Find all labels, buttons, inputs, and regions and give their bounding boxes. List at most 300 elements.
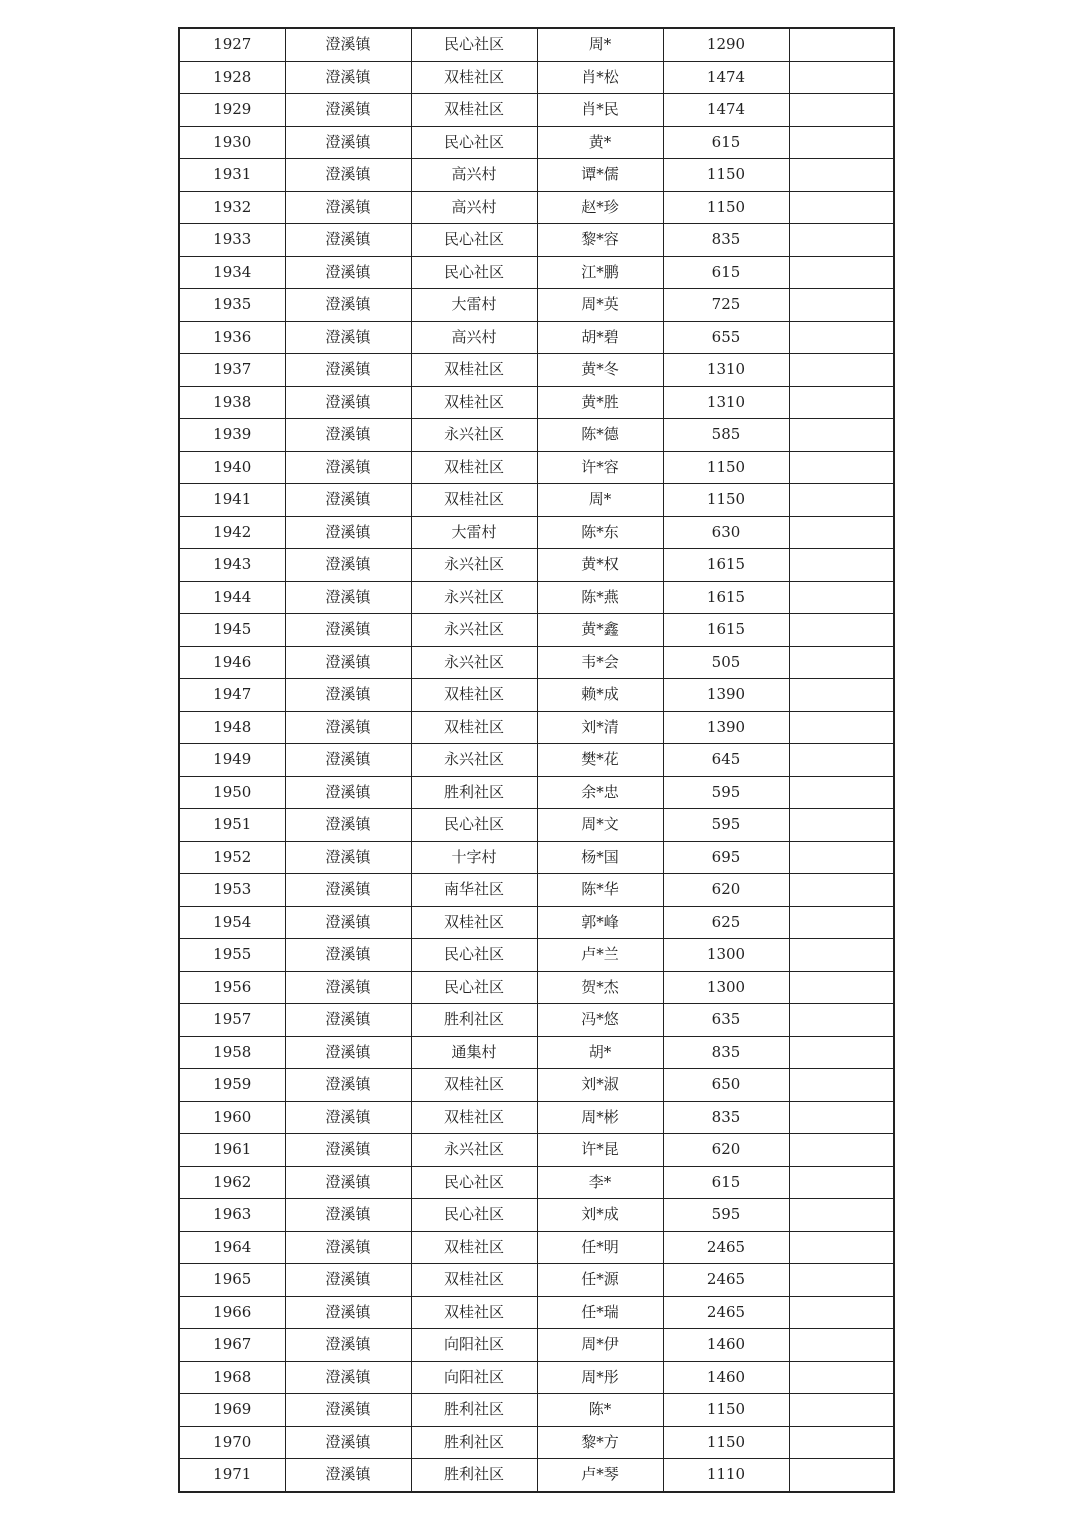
cell-town: 澄溪镇 xyxy=(285,1361,411,1394)
cell-note xyxy=(789,484,894,517)
table-row xyxy=(179,1199,894,1232)
cell-amount: 1615 xyxy=(663,581,789,614)
cell-community: 高兴村 xyxy=(411,159,537,192)
cell-community: 民心社区 xyxy=(411,1166,537,1199)
cell-number: 1930 xyxy=(179,126,285,159)
cell-name: 周*文 xyxy=(537,809,663,842)
cell-town: 澄溪镇 xyxy=(285,1036,411,1069)
table-row xyxy=(179,1361,894,1394)
table-row xyxy=(179,289,894,322)
cell-community: 民心社区 xyxy=(411,224,537,257)
cell-community: 南华社区 xyxy=(411,874,537,907)
table-row xyxy=(179,614,894,647)
cell-number: 1929 xyxy=(179,94,285,127)
cell-community: 胜利社区 xyxy=(411,1459,537,1492)
cell-amount: 1150 xyxy=(663,159,789,192)
cell-town: 澄溪镇 xyxy=(285,61,411,94)
cell-amount: 615 xyxy=(663,1166,789,1199)
cell-number: 1936 xyxy=(179,321,285,354)
cell-number: 1957 xyxy=(179,1004,285,1037)
cell-town: 澄溪镇 xyxy=(285,1459,411,1492)
cell-amount: 645 xyxy=(663,744,789,777)
cell-number: 1943 xyxy=(179,549,285,582)
cell-amount: 1290 xyxy=(663,28,789,61)
table-row xyxy=(179,516,894,549)
cell-amount: 1150 xyxy=(663,1394,789,1427)
cell-amount: 1150 xyxy=(663,451,789,484)
cell-community: 永兴社区 xyxy=(411,549,537,582)
cell-note xyxy=(789,776,894,809)
cell-town: 澄溪镇 xyxy=(285,776,411,809)
cell-name: 卢*琴 xyxy=(537,1459,663,1492)
cell-note xyxy=(789,906,894,939)
cell-name: 陈*燕 xyxy=(537,581,663,614)
cell-town: 澄溪镇 xyxy=(285,191,411,224)
cell-name: 任*明 xyxy=(537,1231,663,1264)
cell-number: 1950 xyxy=(179,776,285,809)
cell-number: 1952 xyxy=(179,841,285,874)
cell-note xyxy=(789,679,894,712)
cell-amount: 595 xyxy=(663,809,789,842)
cell-town: 澄溪镇 xyxy=(285,1004,411,1037)
cell-name: 谭*儒 xyxy=(537,159,663,192)
cell-community: 双桂社区 xyxy=(411,94,537,127)
cell-name: 樊*花 xyxy=(537,744,663,777)
cell-number: 1962 xyxy=(179,1166,285,1199)
cell-number: 1967 xyxy=(179,1329,285,1362)
cell-town: 澄溪镇 xyxy=(285,516,411,549)
cell-name: 陈*德 xyxy=(537,419,663,452)
table-row xyxy=(179,354,894,387)
cell-name: 黄*冬 xyxy=(537,354,663,387)
cell-community: 永兴社区 xyxy=(411,646,537,679)
cell-community: 永兴社区 xyxy=(411,581,537,614)
cell-note xyxy=(789,191,894,224)
cell-amount: 595 xyxy=(663,776,789,809)
cell-town: 澄溪镇 xyxy=(285,939,411,972)
cell-town: 澄溪镇 xyxy=(285,1329,411,1362)
cell-number: 1954 xyxy=(179,906,285,939)
cell-amount: 505 xyxy=(663,646,789,679)
cell-note xyxy=(789,1069,894,1102)
table-row xyxy=(179,386,894,419)
cell-town: 澄溪镇 xyxy=(285,224,411,257)
cell-town: 澄溪镇 xyxy=(285,1166,411,1199)
cell-town: 澄溪镇 xyxy=(285,159,411,192)
cell-town: 澄溪镇 xyxy=(285,809,411,842)
cell-amount: 1615 xyxy=(663,614,789,647)
cell-amount: 1390 xyxy=(663,711,789,744)
cell-name: 周*英 xyxy=(537,289,663,322)
cell-note xyxy=(789,971,894,1004)
cell-number: 1968 xyxy=(179,1361,285,1394)
cell-note xyxy=(789,1264,894,1297)
cell-number: 1941 xyxy=(179,484,285,517)
cell-community: 民心社区 xyxy=(411,971,537,1004)
cell-number: 1938 xyxy=(179,386,285,419)
cell-note xyxy=(789,451,894,484)
cell-amount: 655 xyxy=(663,321,789,354)
table-row xyxy=(179,776,894,809)
cell-number: 1953 xyxy=(179,874,285,907)
cell-town: 澄溪镇 xyxy=(285,94,411,127)
cell-name: 任*源 xyxy=(537,1264,663,1297)
cell-community: 双桂社区 xyxy=(411,61,537,94)
table-row xyxy=(179,1101,894,1134)
table-row xyxy=(179,451,894,484)
cell-note xyxy=(789,289,894,322)
cell-note xyxy=(789,1134,894,1167)
cell-community: 胜利社区 xyxy=(411,1394,537,1427)
cell-number: 1944 xyxy=(179,581,285,614)
cell-name: 江*鹏 xyxy=(537,256,663,289)
cell-number: 1961 xyxy=(179,1134,285,1167)
cell-note xyxy=(789,256,894,289)
cell-number: 1939 xyxy=(179,419,285,452)
cell-town: 澄溪镇 xyxy=(285,906,411,939)
table-row xyxy=(179,841,894,874)
cell-note xyxy=(789,1459,894,1492)
cell-number: 1927 xyxy=(179,28,285,61)
cell-town: 澄溪镇 xyxy=(285,126,411,159)
cell-town: 澄溪镇 xyxy=(285,841,411,874)
cell-community: 永兴社区 xyxy=(411,1134,537,1167)
cell-town: 澄溪镇 xyxy=(285,1101,411,1134)
cell-number: 1934 xyxy=(179,256,285,289)
cell-amount: 695 xyxy=(663,841,789,874)
cell-number: 1932 xyxy=(179,191,285,224)
table-row xyxy=(179,939,894,972)
cell-community: 永兴社区 xyxy=(411,614,537,647)
cell-amount: 615 xyxy=(663,126,789,159)
cell-note xyxy=(789,744,894,777)
cell-town: 澄溪镇 xyxy=(285,614,411,647)
cell-name: 肖*民 xyxy=(537,94,663,127)
table-row xyxy=(179,906,894,939)
cell-note xyxy=(789,1426,894,1459)
table-row xyxy=(179,679,894,712)
cell-name: 许*昆 xyxy=(537,1134,663,1167)
cell-amount: 1474 xyxy=(663,61,789,94)
cell-community: 胜利社区 xyxy=(411,1004,537,1037)
table-row xyxy=(179,1231,894,1264)
cell-note xyxy=(789,939,894,972)
cell-community: 双桂社区 xyxy=(411,679,537,712)
cell-amount: 625 xyxy=(663,906,789,939)
cell-community: 民心社区 xyxy=(411,809,537,842)
cell-note xyxy=(789,1101,894,1134)
cell-community: 双桂社区 xyxy=(411,1231,537,1264)
table-row xyxy=(179,1264,894,1297)
table-row xyxy=(179,1459,894,1492)
table-row xyxy=(179,321,894,354)
table-row xyxy=(179,1134,894,1167)
cell-amount: 1150 xyxy=(663,191,789,224)
cell-note xyxy=(789,419,894,452)
cell-community: 双桂社区 xyxy=(411,1296,537,1329)
table-row xyxy=(179,711,894,744)
cell-name: 刘*成 xyxy=(537,1199,663,1232)
cell-amount: 725 xyxy=(663,289,789,322)
cell-amount: 1310 xyxy=(663,354,789,387)
cell-number: 1940 xyxy=(179,451,285,484)
cell-number: 1971 xyxy=(179,1459,285,1492)
cell-town: 澄溪镇 xyxy=(285,874,411,907)
table-row xyxy=(179,1166,894,1199)
table-row xyxy=(179,971,894,1004)
cell-amount: 1150 xyxy=(663,1426,789,1459)
cell-number: 1928 xyxy=(179,61,285,94)
cell-number: 1931 xyxy=(179,159,285,192)
cell-town: 澄溪镇 xyxy=(285,484,411,517)
cell-note xyxy=(789,1329,894,1362)
cell-note xyxy=(789,94,894,127)
cell-number: 1951 xyxy=(179,809,285,842)
cell-community: 双桂社区 xyxy=(411,1101,537,1134)
table-row xyxy=(179,94,894,127)
cell-amount: 1310 xyxy=(663,386,789,419)
table-row xyxy=(179,744,894,777)
cell-name: 周*彤 xyxy=(537,1361,663,1394)
cell-name: 周*伊 xyxy=(537,1329,663,1362)
cell-name: 杨*国 xyxy=(537,841,663,874)
cell-town: 澄溪镇 xyxy=(285,289,411,322)
cell-note xyxy=(789,354,894,387)
table-row xyxy=(179,581,894,614)
cell-amount: 1460 xyxy=(663,1329,789,1362)
table-body xyxy=(179,28,894,1492)
cell-community: 双桂社区 xyxy=(411,1264,537,1297)
cell-name: 赖*成 xyxy=(537,679,663,712)
cell-town: 澄溪镇 xyxy=(285,581,411,614)
cell-community: 胜利社区 xyxy=(411,776,537,809)
cell-note xyxy=(789,1394,894,1427)
cell-amount: 2465 xyxy=(663,1231,789,1264)
cell-community: 双桂社区 xyxy=(411,451,537,484)
cell-name: 卢*兰 xyxy=(537,939,663,972)
data-table xyxy=(178,27,895,1493)
cell-community: 民心社区 xyxy=(411,1199,537,1232)
cell-amount: 1390 xyxy=(663,679,789,712)
cell-note xyxy=(789,28,894,61)
table-row xyxy=(179,874,894,907)
cell-amount: 635 xyxy=(663,1004,789,1037)
cell-amount: 650 xyxy=(663,1069,789,1102)
cell-amount: 2465 xyxy=(663,1296,789,1329)
cell-amount: 1150 xyxy=(663,484,789,517)
cell-community: 民心社区 xyxy=(411,256,537,289)
table-row xyxy=(179,1036,894,1069)
table-row xyxy=(179,224,894,257)
cell-name: 周* xyxy=(537,484,663,517)
cell-amount: 1110 xyxy=(663,1459,789,1492)
cell-number: 1965 xyxy=(179,1264,285,1297)
cell-number: 1960 xyxy=(179,1101,285,1134)
cell-note xyxy=(789,159,894,192)
cell-amount: 1615 xyxy=(663,549,789,582)
table-row xyxy=(179,484,894,517)
table-row xyxy=(179,419,894,452)
cell-note xyxy=(789,321,894,354)
cell-town: 澄溪镇 xyxy=(285,1394,411,1427)
cell-name: 黄*权 xyxy=(537,549,663,582)
table-row xyxy=(179,549,894,582)
cell-note xyxy=(789,841,894,874)
cell-amount: 1300 xyxy=(663,971,789,1004)
cell-name: 黄*鑫 xyxy=(537,614,663,647)
cell-name: 韦*会 xyxy=(537,646,663,679)
cell-name: 黄* xyxy=(537,126,663,159)
cell-community: 永兴社区 xyxy=(411,419,537,452)
cell-town: 澄溪镇 xyxy=(285,1199,411,1232)
cell-number: 1933 xyxy=(179,224,285,257)
cell-note xyxy=(789,1199,894,1232)
table-row xyxy=(179,1296,894,1329)
cell-amount: 630 xyxy=(663,516,789,549)
cell-number: 1935 xyxy=(179,289,285,322)
cell-amount: 835 xyxy=(663,1036,789,1069)
cell-name: 郭*峰 xyxy=(537,906,663,939)
cell-amount: 585 xyxy=(663,419,789,452)
cell-community: 永兴社区 xyxy=(411,744,537,777)
cell-community: 向阳社区 xyxy=(411,1361,537,1394)
cell-amount: 1474 xyxy=(663,94,789,127)
cell-name: 陈*华 xyxy=(537,874,663,907)
cell-number: 1969 xyxy=(179,1394,285,1427)
cell-town: 澄溪镇 xyxy=(285,354,411,387)
cell-community: 双桂社区 xyxy=(411,386,537,419)
cell-town: 澄溪镇 xyxy=(285,1231,411,1264)
cell-name: 黄*胜 xyxy=(537,386,663,419)
cell-community: 十字村 xyxy=(411,841,537,874)
table-row xyxy=(179,1004,894,1037)
cell-town: 澄溪镇 xyxy=(285,1069,411,1102)
cell-community: 民心社区 xyxy=(411,28,537,61)
cell-name: 李* xyxy=(537,1166,663,1199)
cell-amount: 595 xyxy=(663,1199,789,1232)
cell-community: 民心社区 xyxy=(411,939,537,972)
table-row xyxy=(179,646,894,679)
cell-community: 双桂社区 xyxy=(411,711,537,744)
cell-number: 1970 xyxy=(179,1426,285,1459)
cell-community: 高兴村 xyxy=(411,321,537,354)
cell-note xyxy=(789,874,894,907)
cell-number: 1937 xyxy=(179,354,285,387)
cell-number: 1959 xyxy=(179,1069,285,1102)
table-row xyxy=(179,809,894,842)
cell-name: 胡* xyxy=(537,1036,663,1069)
cell-amount: 835 xyxy=(663,1101,789,1134)
table-row xyxy=(179,1426,894,1459)
table-row xyxy=(179,191,894,224)
cell-note xyxy=(789,646,894,679)
cell-amount: 1300 xyxy=(663,939,789,972)
cell-name: 周*彬 xyxy=(537,1101,663,1134)
table-row xyxy=(179,256,894,289)
cell-number: 1948 xyxy=(179,711,285,744)
cell-amount: 2465 xyxy=(663,1264,789,1297)
cell-community: 双桂社区 xyxy=(411,484,537,517)
cell-amount: 835 xyxy=(663,224,789,257)
cell-name: 周* xyxy=(537,28,663,61)
cell-name: 赵*珍 xyxy=(537,191,663,224)
cell-town: 澄溪镇 xyxy=(285,711,411,744)
cell-town: 澄溪镇 xyxy=(285,1296,411,1329)
cell-name: 黎*方 xyxy=(537,1426,663,1459)
cell-note xyxy=(789,1036,894,1069)
cell-note xyxy=(789,711,894,744)
cell-town: 澄溪镇 xyxy=(285,256,411,289)
cell-town: 澄溪镇 xyxy=(285,1426,411,1459)
cell-town: 澄溪镇 xyxy=(285,971,411,1004)
cell-community: 胜利社区 xyxy=(411,1426,537,1459)
cell-note xyxy=(789,386,894,419)
cell-town: 澄溪镇 xyxy=(285,28,411,61)
cell-town: 澄溪镇 xyxy=(285,1134,411,1167)
cell-town: 澄溪镇 xyxy=(285,419,411,452)
table-row xyxy=(179,28,894,61)
cell-community: 民心社区 xyxy=(411,126,537,159)
cell-number: 1942 xyxy=(179,516,285,549)
cell-name: 肖*松 xyxy=(537,61,663,94)
cell-town: 澄溪镇 xyxy=(285,386,411,419)
cell-number: 1966 xyxy=(179,1296,285,1329)
cell-name: 黎*容 xyxy=(537,224,663,257)
cell-name: 许*容 xyxy=(537,451,663,484)
cell-town: 澄溪镇 xyxy=(285,451,411,484)
cell-amount: 615 xyxy=(663,256,789,289)
cell-name: 贺*杰 xyxy=(537,971,663,1004)
table-row xyxy=(179,1394,894,1427)
cell-amount: 1460 xyxy=(663,1361,789,1394)
cell-town: 澄溪镇 xyxy=(285,744,411,777)
cell-name: 陈*东 xyxy=(537,516,663,549)
cell-community: 双桂社区 xyxy=(411,1069,537,1102)
table-row xyxy=(179,1329,894,1362)
cell-amount: 620 xyxy=(663,1134,789,1167)
cell-community: 高兴村 xyxy=(411,191,537,224)
cell-name: 冯*悠 xyxy=(537,1004,663,1037)
cell-number: 1958 xyxy=(179,1036,285,1069)
cell-number: 1956 xyxy=(179,971,285,1004)
cell-note xyxy=(789,809,894,842)
table-row xyxy=(179,159,894,192)
cell-amount: 620 xyxy=(663,874,789,907)
cell-name: 余*忠 xyxy=(537,776,663,809)
cell-number: 1945 xyxy=(179,614,285,647)
cell-community: 通集村 xyxy=(411,1036,537,1069)
cell-note xyxy=(789,614,894,647)
cell-note xyxy=(789,224,894,257)
cell-town: 澄溪镇 xyxy=(285,646,411,679)
cell-note xyxy=(789,61,894,94)
cell-note xyxy=(789,1296,894,1329)
cell-note xyxy=(789,1004,894,1037)
cell-community: 大雷村 xyxy=(411,289,537,322)
table-row xyxy=(179,126,894,159)
cell-community: 向阳社区 xyxy=(411,1329,537,1362)
cell-town: 澄溪镇 xyxy=(285,321,411,354)
table-row xyxy=(179,61,894,94)
cell-community: 双桂社区 xyxy=(411,354,537,387)
cell-number: 1947 xyxy=(179,679,285,712)
cell-note xyxy=(789,1166,894,1199)
cell-name: 陈* xyxy=(537,1394,663,1427)
cell-town: 澄溪镇 xyxy=(285,1264,411,1297)
cell-note xyxy=(789,1361,894,1394)
cell-number: 1955 xyxy=(179,939,285,972)
cell-number: 1963 xyxy=(179,1199,285,1232)
